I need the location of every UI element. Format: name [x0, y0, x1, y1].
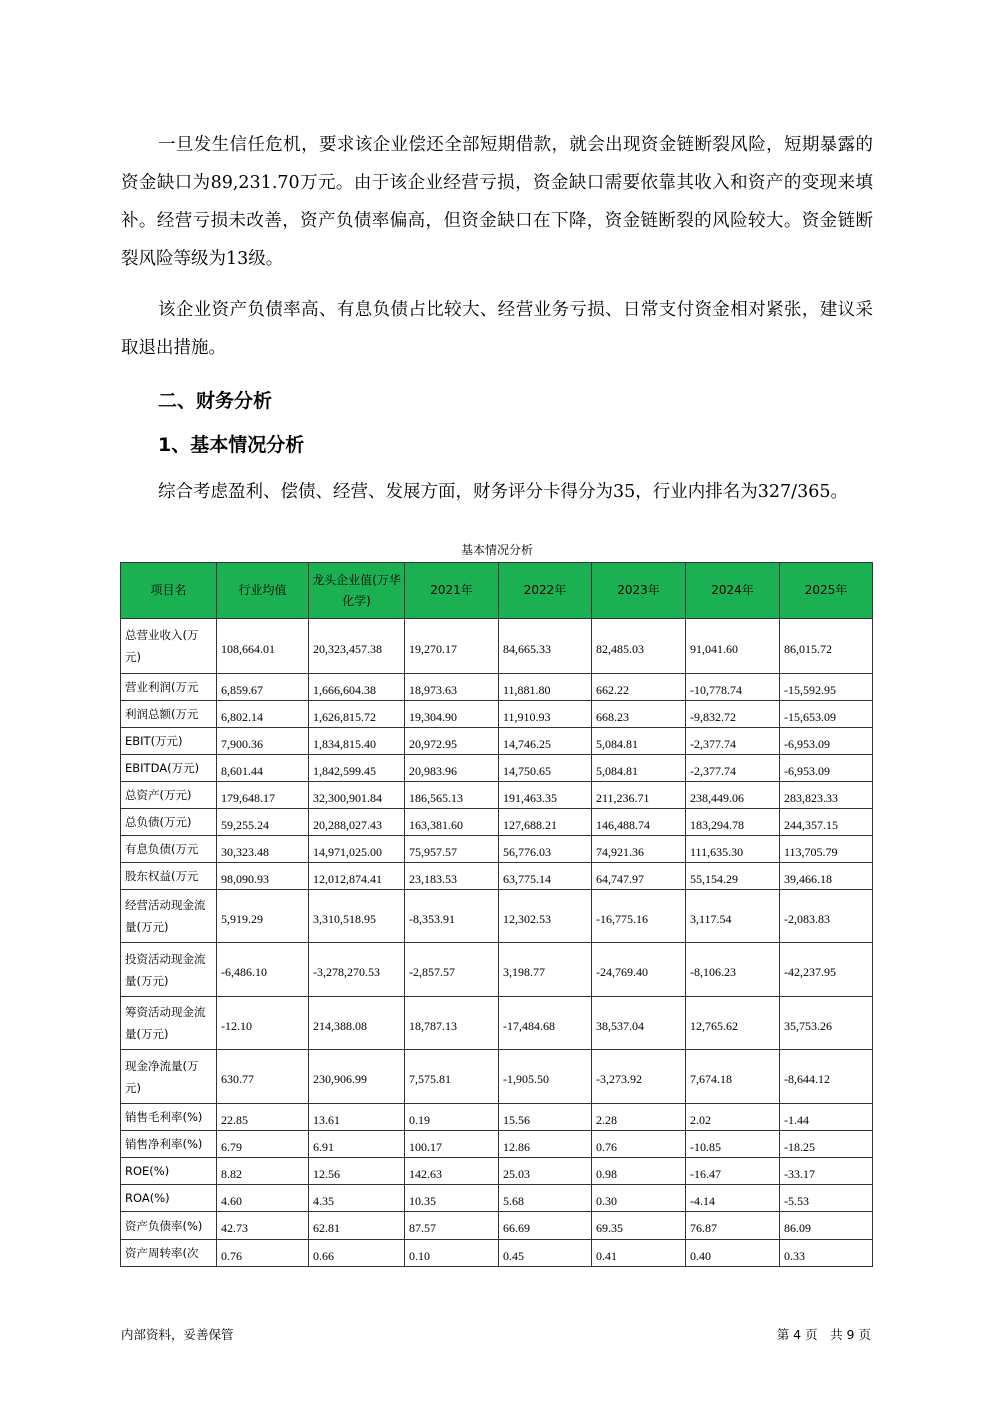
table-cell: 0.41 [592, 1240, 686, 1267]
table-caption: 基本情况分析 [460, 543, 533, 557]
table-cell: 5,084.81 [592, 728, 686, 755]
table-cell: 12.86 [499, 1131, 592, 1158]
table-cell: 2.02 [686, 1104, 780, 1131]
row-label: 资产周转率(次 [121, 1240, 217, 1267]
row-label: ROE(%) [121, 1158, 217, 1185]
column-header: 2024年 [686, 563, 780, 619]
table-cell: 6,859.67 [217, 674, 309, 701]
row-label: 总负债(万元) [121, 809, 217, 836]
table-cell: 18,973.63 [405, 674, 499, 701]
table-cell: 5.68 [499, 1185, 592, 1212]
table-cell: 0.40 [686, 1240, 780, 1267]
row-label: 筹资活动现金流量(万元) [121, 997, 217, 1050]
table-cell: 100.17 [405, 1131, 499, 1158]
table-cell: 0.76 [592, 1131, 686, 1158]
table-cell: 7,900.36 [217, 728, 309, 755]
table-cell: 163,381.60 [405, 809, 499, 836]
table-cell: -10.85 [686, 1131, 780, 1158]
basic-analysis-table [120, 562, 873, 1267]
table-row [121, 890, 873, 943]
table-cell: -15,592.95 [780, 674, 873, 701]
row-label: ROA(%) [121, 1185, 217, 1212]
table-cell: 662.22 [592, 674, 686, 701]
table-cell: 668.23 [592, 701, 686, 728]
table-cell: 108,664.01 [217, 619, 309, 674]
table-cell: 35,753.26 [780, 997, 873, 1050]
table-row [121, 782, 873, 809]
section-title: 二、财务分析 [158, 390, 273, 412]
footer-confidential: 内部资料，妥善保管 [121, 1327, 234, 1342]
table-cell: 1,834,815.40 [309, 728, 405, 755]
row-label: 股东权益(万元 [121, 863, 217, 890]
table-cell: 0.10 [405, 1240, 499, 1267]
table-cell: 87.57 [405, 1212, 499, 1240]
table-cell: 18,787.13 [405, 997, 499, 1050]
table-cell: 1,842,599.45 [309, 755, 405, 782]
row-label: 销售毛利率(%) [121, 1104, 217, 1131]
table-row [121, 619, 873, 674]
table-cell: 7,674.18 [686, 1050, 780, 1104]
table-cell: 64,747.97 [592, 863, 686, 890]
table-cell: 3,117.54 [686, 890, 780, 943]
table-cell: 8,601.44 [217, 755, 309, 782]
table-cell: 0.66 [309, 1240, 405, 1267]
table-row [121, 728, 873, 755]
table-row [121, 1185, 873, 1212]
table-cell: 63,775.14 [499, 863, 592, 890]
table-cell: 15.56 [499, 1104, 592, 1131]
table-row [121, 1240, 873, 1267]
table-cell: -3,278,270.53 [309, 943, 405, 997]
table-cell: -2,857.57 [405, 943, 499, 997]
table-cell: 0.76 [217, 1240, 309, 1267]
table-cell: -1.44 [780, 1104, 873, 1131]
table-cell: 630.77 [217, 1050, 309, 1104]
table-row [121, 836, 873, 863]
paragraph-recommendation: 该企业资产负债率高、有息负债占比较大、经营业务亏损、日常支付资金相对紧张，建议采取退出措施。 [121, 300, 873, 358]
table-cell: 1,666,604.38 [309, 674, 405, 701]
table-cell: -2,377.74 [686, 728, 780, 755]
table-cell: 11,910.93 [499, 701, 592, 728]
table-row [121, 674, 873, 701]
row-label: 总营业收入(万元) [121, 619, 217, 674]
table-cell: -6,953.09 [780, 728, 873, 755]
table-cell: 5,084.81 [592, 755, 686, 782]
row-label: 经营活动现金流量(万元) [121, 890, 217, 943]
table-cell: 0.33 [780, 1240, 873, 1267]
row-label: 营业利润(万元 [121, 674, 217, 701]
table-cell: 74,921.36 [592, 836, 686, 863]
table-cell: 244,357.15 [780, 809, 873, 836]
row-label: EBITDA(万元) [121, 755, 217, 782]
table-cell: 86,015.72 [780, 619, 873, 674]
table-cell: 19,304.90 [405, 701, 499, 728]
table-cell: 4.60 [217, 1185, 309, 1212]
table-cell: -18.25 [780, 1131, 873, 1158]
column-header: 2022年 [499, 563, 592, 619]
table-cell: 7,575.81 [405, 1050, 499, 1104]
table-cell: 91,041.60 [686, 619, 780, 674]
table-cell: 113,705.79 [780, 836, 873, 863]
table-cell: 62.81 [309, 1212, 405, 1240]
table-cell: -1,905.50 [499, 1050, 592, 1104]
table-cell: -33.17 [780, 1158, 873, 1185]
table-cell: 23,183.53 [405, 863, 499, 890]
table-cell: 12,012,874.41 [309, 863, 405, 890]
table-cell: 12.56 [309, 1158, 405, 1185]
table-cell: 14,971,025.00 [309, 836, 405, 863]
table-cell: -12.10 [217, 997, 309, 1050]
table-row [121, 997, 873, 1050]
column-header: 2021年 [405, 563, 499, 619]
table-cell: 14,746.25 [499, 728, 592, 755]
table-cell: -6,486.10 [217, 943, 309, 997]
table-cell: 214,388.08 [309, 997, 405, 1050]
column-header: 龙头企业值(万华化学) [309, 563, 405, 619]
table-cell: -16,775.16 [592, 890, 686, 943]
table-cell: 12,302.53 [499, 890, 592, 943]
table-row [121, 755, 873, 782]
table-cell: 10.35 [405, 1185, 499, 1212]
footer-page-number: 第 4 页 共 9 页 [776, 1327, 871, 1342]
table-cell: 13.61 [309, 1104, 405, 1131]
table-cell: 6.79 [217, 1131, 309, 1158]
table-cell: 6,802.14 [217, 701, 309, 728]
table-cell: 98,090.93 [217, 863, 309, 890]
table-cell: 5,919.29 [217, 890, 309, 943]
table-cell: -6,953.09 [780, 755, 873, 782]
table-cell: 146,488.74 [592, 809, 686, 836]
table-cell: 238,449.06 [686, 782, 780, 809]
table-cell: 3,310,518.95 [309, 890, 405, 943]
table-cell: 1,626,815.72 [309, 701, 405, 728]
table-row [121, 809, 873, 836]
table-row [121, 1104, 873, 1131]
table-row [121, 1212, 873, 1240]
table-cell: 25.03 [499, 1158, 592, 1185]
table-cell: -9,832.72 [686, 701, 780, 728]
row-label: EBIT(万元) [121, 728, 217, 755]
table-cell: 59,255.24 [217, 809, 309, 836]
table-cell: 75,957.57 [405, 836, 499, 863]
table-row [121, 1131, 873, 1158]
table-cell: 56,776.03 [499, 836, 592, 863]
table-cell: 42.73 [217, 1212, 309, 1240]
table-cell: 76.87 [686, 1212, 780, 1240]
table-cell: 84,665.33 [499, 619, 592, 674]
table-cell: -8,106.23 [686, 943, 780, 997]
table-cell: 4.35 [309, 1185, 405, 1212]
table-cell: 82,485.03 [592, 619, 686, 674]
table-cell: 127,688.21 [499, 809, 592, 836]
table-header-row [121, 563, 873, 619]
summary-paragraph: 综合考虑盈利、偿债、经营、发展方面，财务评分卡得分为35，行业内排名为327/365。 [158, 482, 848, 502]
table-cell: 186,565.13 [405, 782, 499, 809]
table-cell: -42,237.95 [780, 943, 873, 997]
row-label: 投资活动现金流量(万元) [121, 943, 217, 997]
row-label: 利润总额(万元 [121, 701, 217, 728]
table-cell: 30,323.48 [217, 836, 309, 863]
table-cell: 11,881.80 [499, 674, 592, 701]
table-row [121, 1158, 873, 1185]
table-cell: 14,750.65 [499, 755, 592, 782]
table-cell: 38,537.04 [592, 997, 686, 1050]
table-cell: -24,769.40 [592, 943, 686, 997]
row-label: 总资产(万元) [121, 782, 217, 809]
table-cell: 0.98 [592, 1158, 686, 1185]
table-cell: 191,463.35 [499, 782, 592, 809]
table-cell: 20,323,457.38 [309, 619, 405, 674]
column-header: 2025年 [780, 563, 873, 619]
table-cell: -3,273.92 [592, 1050, 686, 1104]
column-header: 项目名 [121, 563, 217, 619]
table-cell: 86.09 [780, 1212, 873, 1240]
table-cell: 12,765.62 [686, 997, 780, 1050]
table-cell: 179,648.17 [217, 782, 309, 809]
table-cell: 32,300,901.84 [309, 782, 405, 809]
table-cell: 183,294.78 [686, 809, 780, 836]
table-cell: 22.85 [217, 1104, 309, 1131]
table-cell: -2,083.83 [780, 890, 873, 943]
table-cell: -8,644.12 [780, 1050, 873, 1104]
row-label: 销售净利率(%) [121, 1131, 217, 1158]
table-cell: 19,270.17 [405, 619, 499, 674]
table-cell: 20,972.95 [405, 728, 499, 755]
table-cell: 283,823.33 [780, 782, 873, 809]
table-cell: -15,653.09 [780, 701, 873, 728]
table-cell: 211,236.71 [592, 782, 686, 809]
paragraph-liquidity-risk: 一旦发生信任危机，要求该企业偿还全部短期借款，就会出现资金链断裂风险，短期暴露的资金缺口为89,231.70万元。由于该企业经营亏损，资金缺口需要依靠其收入和资产的变现来填补。经营亏损未改善，资产负债率偏高，但资金缺口在下降，资金链断裂的风险较大。资金链断裂风险等级为13级。 [121, 135, 873, 269]
column-header: 2023年 [592, 563, 686, 619]
table-cell: -4.14 [686, 1185, 780, 1212]
table-cell: -17,484.68 [499, 997, 592, 1050]
table-cell: 39,466.18 [780, 863, 873, 890]
subsection-title: 1、基本情况分析 [158, 434, 305, 456]
row-label: 现金净流量(万元) [121, 1050, 217, 1104]
table-cell: 0.45 [499, 1240, 592, 1267]
table-cell: 8.82 [217, 1158, 309, 1185]
table-row [121, 701, 873, 728]
table-cell: 230,906.99 [309, 1050, 405, 1104]
table-cell: 20,983.96 [405, 755, 499, 782]
row-label: 资产负债率(%) [121, 1212, 217, 1240]
table-cell: -2,377.74 [686, 755, 780, 782]
table-cell: 142.63 [405, 1158, 499, 1185]
table-cell: 20,288,027.43 [309, 809, 405, 836]
table-cell: -5.53 [780, 1185, 873, 1212]
table-cell: -8,353.91 [405, 890, 499, 943]
table-row [121, 863, 873, 890]
table-cell: 0.19 [405, 1104, 499, 1131]
table-cell: 55,154.29 [686, 863, 780, 890]
table-cell: 111,635.30 [686, 836, 780, 863]
table-cell: -10,778.74 [686, 674, 780, 701]
table-row [121, 943, 873, 997]
column-header: 行业均值 [217, 563, 309, 619]
row-label: 有息负债(万元 [121, 836, 217, 863]
table-row [121, 1050, 873, 1104]
table-cell: 69.35 [592, 1212, 686, 1240]
table-cell: 0.30 [592, 1185, 686, 1212]
table-cell: 3,198.77 [499, 943, 592, 997]
table-cell: 2.28 [592, 1104, 686, 1131]
table-cell: 6.91 [309, 1131, 405, 1158]
table-cell: 66.69 [499, 1212, 592, 1240]
table-cell: -16.47 [686, 1158, 780, 1185]
